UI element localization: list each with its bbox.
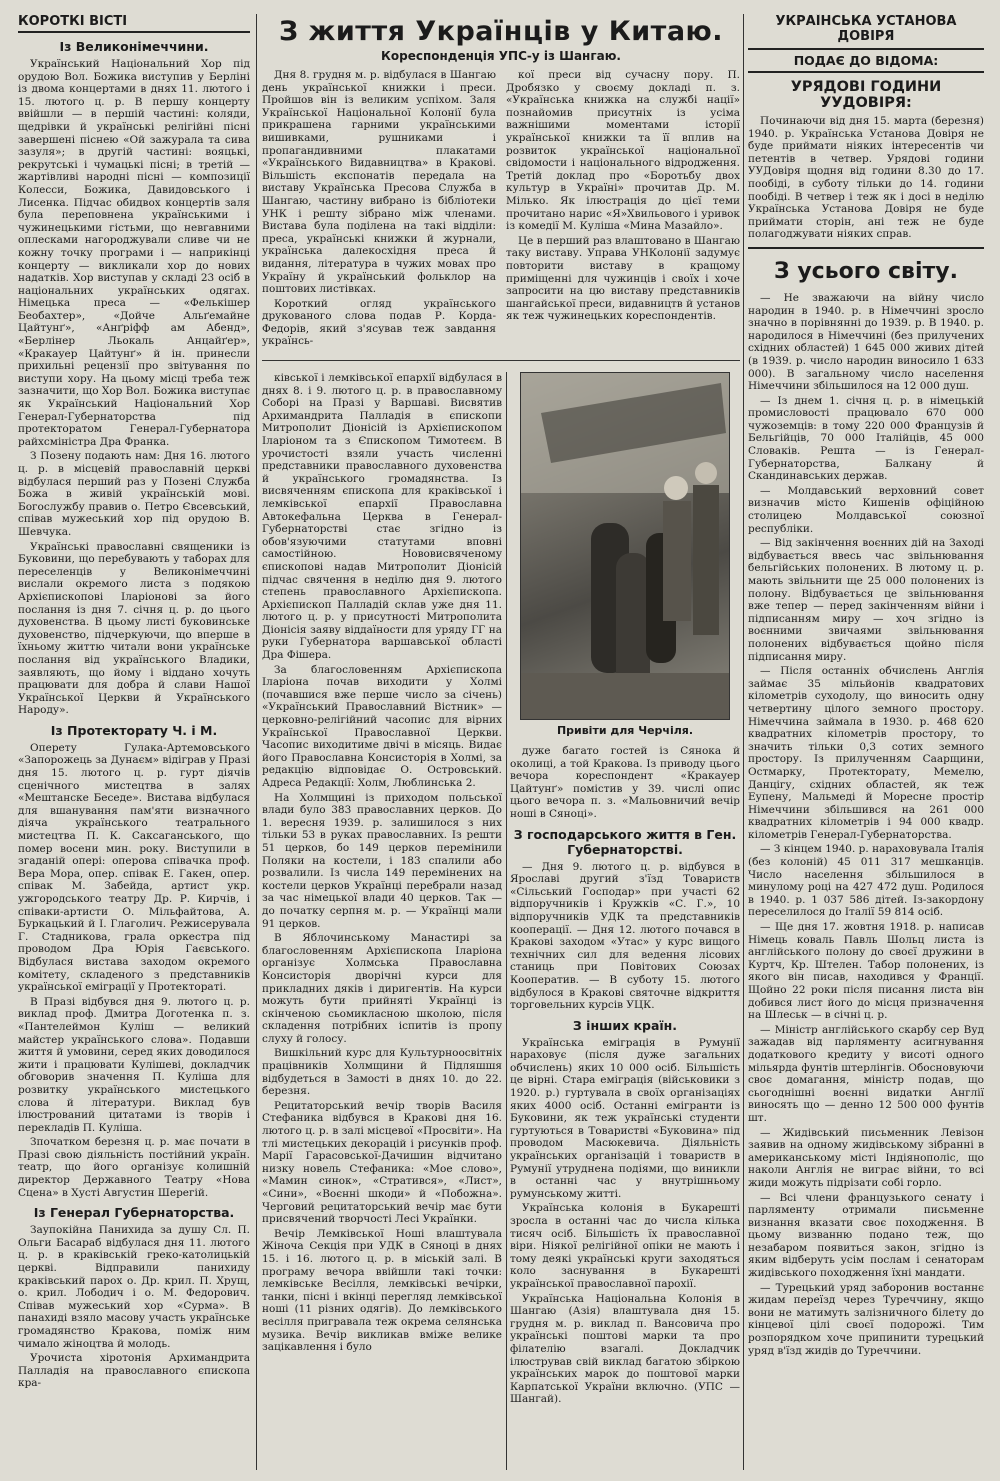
paragraph: — З кінцем 1940. р. нараховувала Італія (без колоній) 45 011 317 мешканців. Число населення збільшилося в минулому році на 427 472 душ. Родилося в 1940. р. 1 037 586 дітей. Із-закордону переселилося до Італії 59 814 осіб. (748, 843, 984, 919)
notice-heading: УРЯДОВІ ГОДИНИ УУДОВІРЯ: (790, 79, 942, 111)
headline-china: З життя Українців у Китаю. (278, 16, 724, 47)
column-church-news (262, 372, 502, 1470)
paragraph: Заупокійна Панихида за душу Сл. П. Ольги Басараб відбулася дня 11. лютого ц. р. в краківській греко-католицькій церкві. Відправили панихиду краківський парох о. Др. крил. П. Хрущ, о. крил. Лободич і о. М. Федорович. Співав мужеський хор «Сурма». В панахиді взяло масову участь українське громадянство Кракова, поміж ним чимало жіноцтва й молодь. (18, 1224, 250, 1350)
section-title-economy: З господарського життя в Ген. Губернаторстві. (513, 826, 737, 857)
notice-title: УКРАЇНСЬКА УСТАНОВА ДОВІРЯ (775, 14, 957, 44)
paragraph: На Холмщині із приходом польської влади було 383 православних церков. До 1. вересня 1939. р. залишилося з них тільки 53 в руках православних. Із решти 51 церков, бо 149 церков перемінили Поляки на костели, і 183 спалили або розвалили. Із числа 149 перемінених на костели церков Українці перебрали назад за час німецької влади 40 церков. Так — до початку серпня м. р. — Українці мали 91 церков. (262, 791, 502, 930)
paragraph: — Ще дня 17. жовтня 1918. р. написав Німець коваль Павль Шольц листа із англійського полону до своєї дружини в Куртч, Кр. Штелен. Табор полонених, із якого він писав, находився у Франції. Щойно 22 роки після писання листа він добився лист його до місця призначення на Шлеськ — в січні ц. р. (748, 921, 984, 1022)
paragraph: З Позену подають нам: Дня 16. лютого ц. р. в місцевій православній церкві відбулася перший раз у Позені Служба Божа в живій українській мові. Богослужбу правив о. Петро Євсевський, співав мужеський хор під орудою В. Шевчука. (18, 450, 250, 538)
photo-illustration (521, 373, 729, 719)
world-news-heading: З усього світу. (774, 258, 958, 284)
rubric-short-news: КОРОТКІ ВІСТІ (18, 14, 250, 33)
column-right (748, 14, 984, 1470)
section-title-germany: Із Великонімеччини. (59, 39, 209, 54)
notice-divider (748, 247, 984, 249)
paragraph: Оперету Гулака-Артемовського «Запорожець за Дунаєм» відіграв у Празі дня 15. лютого ц. р. гурт діячів сценічного мистецтва в залях «Мештанске Беседе». Вистава відбулася для вшанування пам'яти визначного діяча українського театрального мистецтва П. К. Саксаганського, що помер восени мин. року. Виступили в згаданій опері: оперова співачка проф. Вера Мора, опер. співак Е. Гакен, опер. співак М. Забейда, артист укр. ужгородського театру Др. Р. Кирчів, і співаки-артисти О. Мільфайтова, А. Буркацький й І. Глаголич. Режисерувала Г. Стадникова, грала оркестра під проводом Дра Юрія Гаєвського. Відбулася вистава заходом окремого комітету, складеного з представників української еміграції у Протектораті. (18, 741, 250, 994)
paragraph: — Всі члени французького сенату і парляменту отримали письменне визнання вказати своє походження. В цьому визванню подано теж, що незабаром появиться закон, згідно із яким відберуть усім послам і сенаторам жидівського походження їхні мандати. (748, 1191, 984, 1280)
photo-caption: Привіти для Черчіля. (556, 724, 694, 737)
notice-subtitle: ПОДАЄ ДО ВІДОМА: (748, 48, 984, 73)
paragraph: Українська Національна Колонія в Шангаю (Азія) влаштувала дня 15. грудня м. р. виклад п. Вансовича про українські поштові марки та про філателію взагалі. Докладчик ілюстрував свій виклад багатою збіркою українських марок до поштової марки Карпатської України включно. (УПС — Шангай). (510, 1292, 740, 1406)
paragraph: кої преси від сучасну пору. П. Дробязко у своєму докладі п. з. «Українська книжка на службі нації» познайомив присутніх із усіма важнішими моментами історії української книжки та її вплив на розвиток української національної свідомости і національного відродження. Третій доклад про «Боротьбу двох культур в Україні» прочитав Др. М. Мілько. Як ілюстрація до цієї теми прочитано нарис «Я»Хвильового і уривок із комедії М. Куліша «Мина Мазайло». (506, 69, 740, 233)
section-title-protectorate: Із Протекторату Ч. і М. (50, 722, 218, 738)
paragraph: — Молдавський верховний совет визначив місто Кишенів офіційною столицею Молдавської союзної республіки. (748, 484, 984, 535)
section-title-general-government: Із Генерал Губернаторства. (33, 1205, 235, 1221)
china-col-1 (262, 69, 496, 350)
paragraph: дуже багато гостей із Сянока й околиці, а той Кракова. Із приводу цього вечора кореспондент «Кракауер Цайтунґ» помістив у 39. числі опис цього вечора п. з. «Мальовничий вечір ноші в Сяноці». (510, 745, 740, 820)
paragraph: Вечір Лемківської Ноші влаштувала Жіноча Секція при УДК в Сяноці в днях 15. і 16. лютого ц. р. в міській залі. В програму вечора ввійшли такі точки: лемківське Весілля, лемківські вечірки, танки, пісні і вкінці перегляд лемківської ноші (11 різних одягів). До лемківського весілля пригравала теж окрема селянська музика. Вечір викликав вміже велике зацікавлення і було (262, 1227, 502, 1354)
article-china (262, 14, 740, 354)
paragraph: Вишкільний курс для Культурноосвітніх працівників Холмщини й Підляшшя відбудеться в Замості в днях 10. до 22. березня. (262, 1047, 502, 1098)
paragraph: Українські православні священики із Буковини, що перебувають у таборах для переселенців у Великонімеччині вислали окремого листа з подякою Архієпископові Іларіонові за його послання із дня 7. січня ц. р. до цього духовенства. В цьому листі буковинське духовенство, підчеркуючи, що вперше в їхньому життю читали вони українське послання від українського Владики, заявляють, що йому і віддано хочуть працювати для добра й слави Нашої Української Церкви й Українського Народу». (18, 540, 250, 717)
subheadline-china: Кореспонденція УПС-у із Шангаю. (381, 49, 621, 63)
paragraph: Короткий огляд українського друкованого слова подав Р. Корда-Федорів, який з'ясував теж завдання українсь- (262, 297, 496, 348)
paragraph: Український Національний Хор під орудою Вол. Божика виступив у Берліні із двома концертами в днях 11. лютого і 15. лютого ц. р. В першу концерту ввійшли — в першій частині: коляди, щедрівки й українські релігійні пісні завершені піснею «Ой зажурала та сива зазуля»; в другій частині: вояцькі, рекрутські і чумацькі пісні; в третій — жартівливі народні пісні — композиції Колесси, Божика, Давидовського і Лисенка. Підчас обидвох концертів заля була переповнена українськими і чужинецькими гістьми, що невгавними оплесками нагороджували сливе чи не кожну точку програми і — наприкінці концерту — викликали хор до нових надатків. Хор виступав у складі 23 осіб в національних українських одягах. Німецька преса — «Фелькішер Беобахтер», «Дойче Альґемайне Цайтунґ», «Анґріфф ам Абенд», «Берлінер Льокаль Анцайґер», «Кракауер Цайтунґ» й ін. принесли прихильні рецензії про звітування по виступи хору. На цьому місці треба теж зазначити, що Хор Вол. Божика виступає як Український Національний Хор Генерал-Губернаторства під протекторатом Генерал-Губернатора райхсміністра Дра Франка. (18, 58, 250, 448)
paragraph: — Від закінчення воєнних дій на Заході відбувається ввесь час звільнювання бельгійських полонених. В лютому ц. р. мають звільнити ще 25 000 полонених із полону. Відбувається це звільнювання вже тепер — перед закінченням війни і підписанням миру — хоч згідно із воєнними звичаями звільнювання полонених відбувається щойно після підписання миру. (748, 537, 984, 663)
paragraph: Українська еміграція в Румунії нараховує (після дуже загальних обчислень) яких 10 000 осіб. Більшість це вірні. Стара еміграція (військовики з 1920. р.) гуртувала в своїх організаціях яких 4000 осіб. Останні емігранти із Буковини, як теж українські студенти гуртуються в Товаристві «Буковина» під проводом Масюкевича. Діяльність українських організацій і товариств в Румунії утруднена подіями, що виникли в останні час у внутрішньому румунському житті. (510, 1036, 740, 1200)
column-photo-and-news (510, 372, 740, 1470)
paragraph: — Міністр англійського скарбу сер Вуд зажадав від парляменту асигнування додаткового кредиту у висоті одного мільярда фунтів штерлінгів. Обосновуючи своє домагання, міністр подав, що сьогоднішні воєнні видатки Англії виносять що — денно 12 500 000 фунтів шт. (748, 1023, 984, 1124)
paragraph: Українська колонія в Букарешті зросла в останні час до числа кілька тисяч осіб. Більшість їх православної віри. Ніякої релігійної опіки не мають і тому деякі українські круги заходяться коло заснування в Букарешті української православної парохії. (510, 1202, 740, 1290)
paragraph: Рецитаторський вечір творів Василя Стефаника відбувся в Кракові дня 16. лютого ц. р. в залі місцевої «Просвіти». На тлі мистецьких декорацій і рисунків проф. Марії Гарасовської-Дачишин відчитано низку новель Стефаника: «Мое слово», «Мамин синок», «Стратився», «Лист», «Сини», «Воєнні шкоди» й «Побожна». Черговий рецитаторський вечір має бути присвячений творчості Лесі Українки. (262, 1099, 502, 1226)
section-title-other-countries: З інших країн. (572, 1017, 678, 1033)
column-short-news (18, 14, 250, 1470)
paragraph: — Із днем 1. січня ц. р. в німецькій промисловості працювало 670 000 чужоземців: в тому 220 000 Французів й Бельгійців, 70 000 Італійців, 45 000 Словаків. Решта — із Генерал-Губернаторства, Балкану й Скандинавських держав. (748, 394, 984, 483)
column-rule-center (506, 372, 507, 1470)
paragraph: — Не зважаючи на війну число народин в 1940. р. в Німеччині зросло значно в порівнянні до 1939. р. В 1940. р. народилося в Німеччині (без прилучених східних областей) 1 645 000 живих дітей (в 1939. р. число народин виносило 1 633 000). В загальному число населення Німеччини збільшилося на 12 000 душ. (748, 291, 984, 393)
china-col-2 (506, 69, 740, 350)
paragraph: В Яблочинському Манастирі за благословенням Архієпископа Іларіона організує Холмська Православна Консисторія дворічні курси для прикладних дяків і диригентів. На курси можуть бути прийняті Українці із скінченою сьомикласною школою, після складення потрібних іспитів із пропу слуху й голосу. (262, 932, 502, 1045)
paragraph: В Празі відбувся дня 9. лютого ц. р. виклад проф. Дмитра Доготенка п. з. «Пантелеймон Куліш — великий майстер українського слова». Подавши життя й умовини, серед яких доводилося жити і працювати Кулішеві, доклaдчик обговорив значення П. Куліша для розвитку українського мистецького слова й літератури. Виклад був ілюстрований цитатами із творів і перекладів П. Куліша. (18, 995, 250, 1134)
paragraph: За благословенням Архієпископа Іларіона почав виходити у Холмі (почавшися вже перше число за січень) «Український Православний Вістник» — церковно-релігійний часопис для вірних Української Православної Церкви. Часопис виходитиме двічі в місяць. Видає його Православна Консисторія в Холмі, за редакцію відповідає О. Островський. Адреса Редакції: Холм, Люблинська 2. (262, 663, 502, 789)
paragraph: Це в перший раз влаштовано в Шангаю таку виставу. Управа УНКолонії задумує повторити виставу в кращому приміщенні для чужинців і своїх і хоче запросити на цю виставу представників шангайської преси, видавництв й установ як теж чужинецьких кореспондентів. (506, 234, 740, 323)
paragraph: — Турецький уряд заборонив востаннє жидам переїзд через Туреччину, якщо вони не матимуть залізничного білету до кінцевої цілі своєї подорожі. Тим розпорядком хоче припинити турецький уряд в'їзд жидів до Туреччини. (748, 1281, 984, 1357)
paragraph: Урочиста хіротонія Архимандрита Палладія на православного єпископа кра- (18, 1352, 250, 1390)
column-rule-left (256, 14, 257, 1470)
paragraph: ківської і лемківської епархії відбулася в днях 8. і 9. лютого ц. р. в православному Соборі на Празі у Варшаві. Висвятив Архимандрита Палладія в єпископи Митрополит Діонісій із Архієпископом Іларіоном та з Єпископом Тимотеєм. В урочистості взяли участь численні представники православного духовенства й українського громадянства. Із висвяченням єпископа для краківської і лемківської епархії Православна Автокефальна Церква в Генерал-Губернаторстві стає згідно із обов'язуючими статутами вповні самостійною. Нововисвяченому єпископові надав Митрополит Діонісій підчас свячення в неділю дня 9. лютого степень православного Архієпископа. Архієпископ Палладій склав уже дня 11. лютого ц. р. у присутності Митрополита Діонісія заяву віддаїности для уряду ГГ на руки Губернатора варшавської області Дра Фішера. (262, 372, 502, 662)
paragraph: Зпочатком березня ц. р. має почати в Празі свою діяльність постійний україн. театр, що його організує колишній директор Державного Театру «Нова Сцена» в Хусті Августин Шерегій. (18, 1136, 250, 1199)
column-rule-right (743, 14, 744, 1470)
notice-text: Починаючи від дня 15. марта (березня) 1940. р. Українська Установа Довіря не буде приймати ніяких інтересентів чи петентів в четвер. Урядові години УУДовіря щодня від години 8.30 до 17. пообіді, в суботу тільки до 14. години пообіді. В четвер і теж як і досі в неділю Українська Установа Довіря не буде приймати сторін, ані теж не буде полагоджувати ніяких справ. (748, 115, 984, 241)
paragraph: — Після останніх обчислень Англія займає 35 мільйонів квадратових кілометрів суходолу, що виносить одну четвертину цілого земного простору. Німеччина займала в 1930. р. 468 620 квадратних кілометрів простору, то значить тільки 0,3 сотих земного простору. Із прилученням Саарщини, Остмарку, Протекторату, Мемелю, Данцігу, східних областей, як теж Еупену, Мальмеді й Моресне простір Німеччини збільшився на 261 000 квадратних кілометрів і 94 000 квадр. кілометрів Генерал-Губернаторства. (748, 665, 984, 841)
paragraph: Дня 8. грудня м. р. відбулася в Шангаю день української книжки і преси. Пройшов він із великим успіхом. Заля Української Національної Колонії була прикрашена гарними українськими вишивками, рушниками і пропагандивними плакатами «Українського Видавництва» в Кракові. Вільшість експонатів передала на виставу Українська Пресова Служба в Шангаю, частину вибрано із бібліотеки УНК і решту зібрано між членами. Вистава була поділена на такі відділи: преса, українські книжки й журнали, українська далекосхідня преса й видання, література в чужих мовах про Україну й український фольклор на поштових листівках. (262, 69, 496, 296)
center-divider (262, 360, 740, 361)
news-photo (520, 372, 730, 720)
paragraph: — Дня 9. лютого ц. р. відбувся в Ярославі другий з'їзд Товариств «Сільський Господар» при участі 62 відпоручників і Кружків «С. Г.», 10 відпоручників УДК та представників кооперації. — Дня 12. лютого почався в Кракові заходом «Утас» у курс вищого технічних сил для ведення лісових станиць при Повітових Союзах Кооператив. — В суботу 15. лютого відбулося в Кракові святочне відкриття торговельних курсів УЦК. (510, 860, 740, 1012)
paragraph: — Жидівський письменник Левізон заявив на одному жидівському зібранні в американському місті Індіянополіс, що наколи Англія не виграє війни, то всі жиди можуть підрізати собі горло. (748, 1126, 984, 1189)
